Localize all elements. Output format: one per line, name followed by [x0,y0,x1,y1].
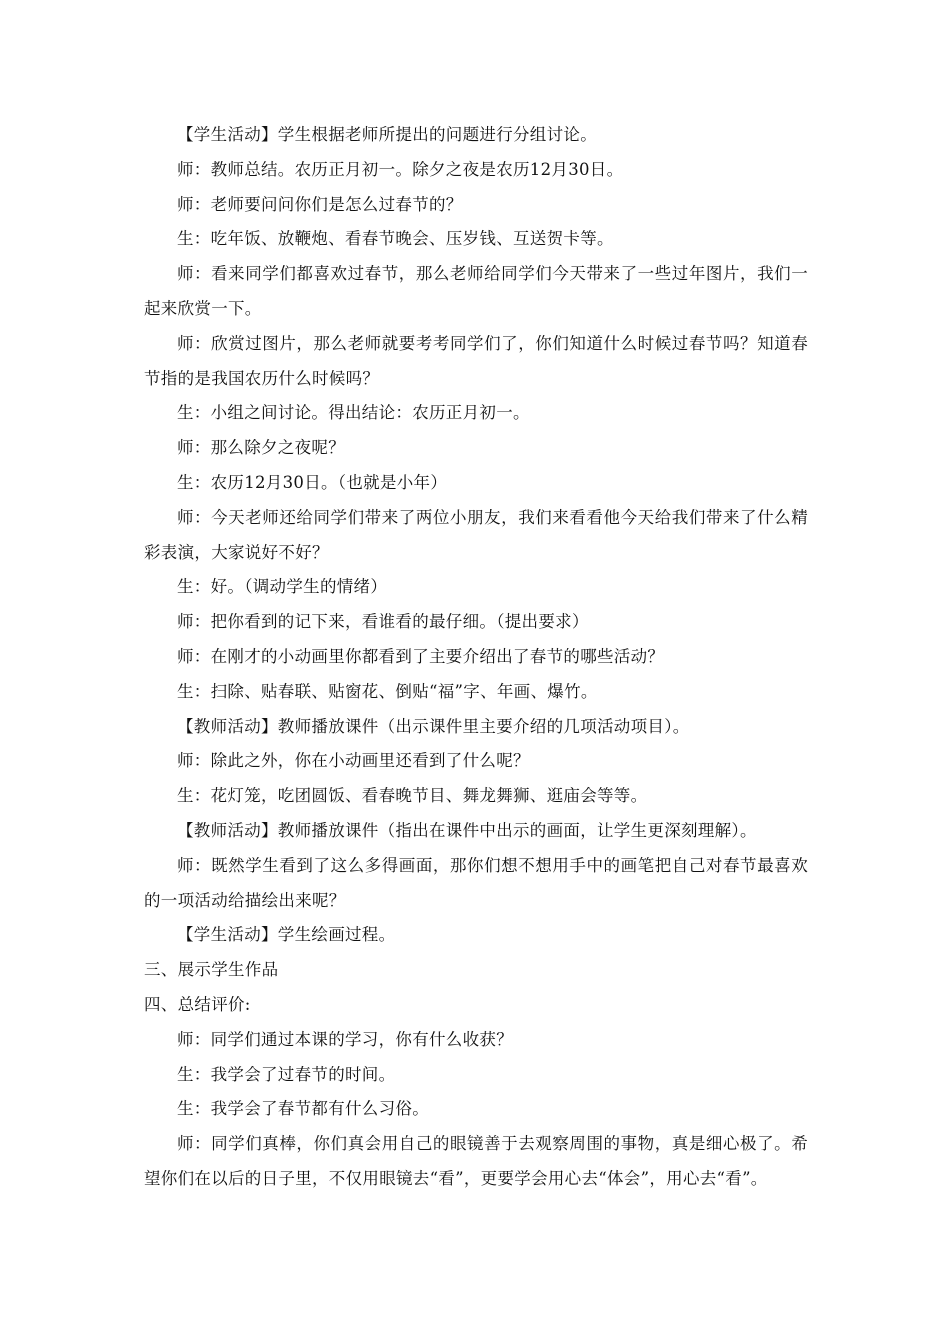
paragraph-11: 生：好。（调动学生的情绪） [177,577,388,597]
paragraph-13: 师：在刚才的小动画里你都看到了主要介绍出了春节的哪些活动？ [177,646,665,666]
paragraph-23: 师：同学们通过本课的学习，你有什么收获？ [177,1029,513,1049]
paragraph-5: 师：看来同学们都喜欢过春节，那么老师给同学们今天带来了一些过年图片，我们一起来欣赏一下。 [144,264,808,318]
paragraph-19: 师：既然学生看到了这么多得画面，那你们想不想用手中的画笔把自己对春节最喜欢的一项活动给描绘出来呢？ [144,855,808,910]
document-body [144,118,808,1197]
paragraph-7: 生：小组之间讨论。得出结论：农历正月初一。 [177,403,530,423]
paragraph-1: 【学生活动】学生根据老师所提出的问题进行分组讨论。 [177,125,597,144]
paragraph-20: 【学生活动】学生绘画过程。 [177,925,396,945]
paragraph-16: 师：除此之外，你在小动画里还看到了什么呢？ [177,751,530,771]
paragraph-6: 师：欣赏过图片，那么老师就要考考同学们了，你们知道什么时候过春节吗？知道春节指的是我国农历什么时候吗？ [144,333,808,388]
paragraph-25: 生：我学会了春节都有什么习俗。 [177,1099,429,1119]
paragraph-12: 师：把你看到的记下来，看谁看的最仔细。（提出要求） [177,612,589,632]
paragraph-4: 生：吃年饭、放鞭炮、看春节晚会、压岁钱、互送贺卡等。 [177,229,614,249]
paragraph-15: 【教师活动】教师播放课件（出示课件里主要介绍的几项活动项目）。 [177,716,690,736]
paragraph-18: 【教师活动】教师播放课件（指出在课件中出示的画面，让学生更深刻理解）。 [177,820,757,840]
paragraph-2: 师：教师总结。农历正月初一。除夕之夜是农历12月30日。 [177,159,624,179]
paragraph-24: 生：我学会了过春节的时间。 [177,1064,396,1084]
paragraph-26: 师：同学们真棒，你们真会用自己的眼镜善于去观察周围的事物，真是细心极了。希望你们在以后的日子里，不仅用眼镜去“看”，更要学会用心去“体会”，用心去“看”。 [144,1134,808,1188]
paragraph-10: 师：今天老师还给同学们带来了两位小朋友，我们来看看他今天给我们带来了什么精彩表演，大家说好不好？ [144,507,808,562]
paragraph-3: 师：老师要问问你们是怎么过春节的？ [177,194,463,214]
paragraph-14: 生：扫除、贴春联、贴窗花、倒贴“福”字、年画、爆竹。 [177,681,598,701]
section-heading-3: 三、展示学生作品 [144,960,279,980]
paragraph-17: 生：花灯笼，吃团圆饭、看春晚节目、舞龙舞狮、逛庙会等等。 [177,786,648,806]
section-heading-4: 四、总结评价: [144,994,251,1014]
paragraph-8: 师：那么除夕之夜呢？ [177,438,345,458]
paragraph-9: 生：农历12月30日。（也就是小年） [177,472,448,492]
